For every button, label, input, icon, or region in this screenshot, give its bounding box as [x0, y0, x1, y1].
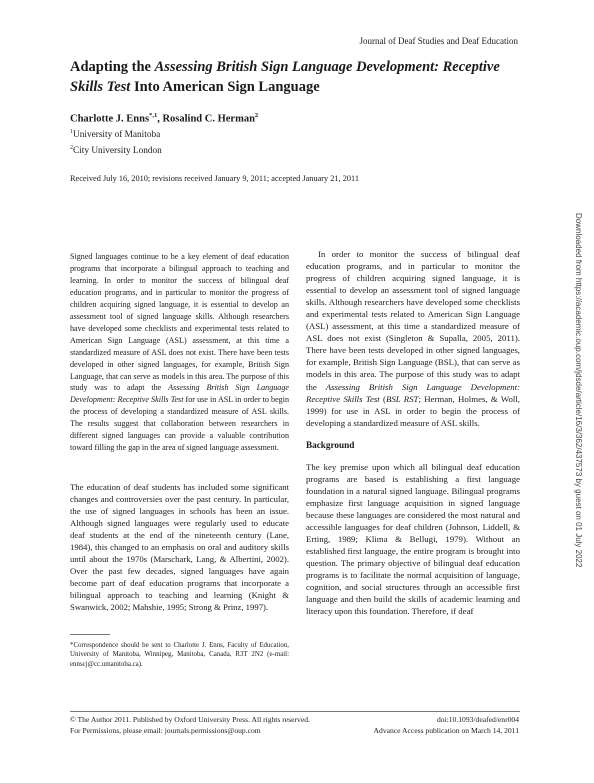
purpose-text-1: In order to monitor the success of bilingual deaf education programs, and in particular to monitor the progress of children acquiring signed language, it is essential to develop an assessment tool of signed language skills. Although researchers have developed some checklists and experimental tests related to American Sign Language (ASL) assessment, at this time a standardized measure of ASL does not exist (Singleton & Supalla, 2005, 2011). There have been tests developed in other signed languages, for example, British Sign Language (BSL), that can serve as models in this area. The purpose of this study was to adapt the [306, 249, 520, 392]
title-part-3: Into American Sign Language [130, 79, 320, 95]
affiliation-1-name: University of Manitoba [73, 130, 161, 141]
affiliation-2-name: City University London [73, 146, 162, 157]
purpose-abbrev: BSL RST [385, 393, 419, 404]
author-list [70, 112, 258, 125]
author-separator: , [157, 113, 163, 125]
abstract-text-1: Signed languages continue to be a key element of deaf education programs that incorporate a bilingual approach to teaching and learning. In order to monitor the success of bilingual deaf education programs, and in particular to monitor the progress of children acquiring signed language, it is essential to develop an assessment tool of signed language skills. Although researchers have developed some checklists and experimental tests related to American Sign Language (ASL) assessment, at this time a standardized measure of ASL does not exist. There have been tests developed in other signed languages, for example, British Sign Language, that can serve as models in this area. The purpose of this study was to adapt the [70, 252, 289, 393]
title-part-1: Adapting the [70, 59, 155, 75]
footer-left [70, 715, 310, 736]
right-column [306, 248, 520, 617]
affiliation-2 [70, 145, 162, 156]
footer-rule [70, 711, 520, 712]
purpose-paren: ( [379, 393, 386, 404]
journal-name: Journal of Deaf Studies and Deaf Education [359, 36, 518, 46]
affiliation-1-sup: 1 [70, 129, 73, 135]
copyright-line: © The Author 2011. Published by Oxford University Press. All rights reserved. [70, 715, 310, 724]
purpose-text-2: ; Herman, Holmes, & Woll, 1999) for use in ASL in order to begin the process of developing a standardized measure of ASL skills. [306, 393, 520, 428]
purpose-test-name: Assessing British Sign Language Development: Receptive Skills Test [306, 381, 520, 404]
permissions-line: For Permissions, please email: journals.permissions@oup.com [70, 725, 261, 735]
article-title [70, 57, 530, 97]
correspondence-footnote: *Correspondence should be sent to Charlotte J. Enns, Faculty of Education, University of Manitoba, Winnipeg, Manitoba, Canada, R3T 2N2 (e-mail: ennscj@cc.umanitoba.ca). [70, 642, 289, 668]
intro-paragraph: The education of deaf students has included some significant changes and controversies over the past century. In particular, the use of signed languages in schools has been an issue. Although signed languages were regularly used to educate deaf students at the end of the nineteenth century (Lane, 1984), this changed to an emphasis on oral and auditory skills until about the 1970s (Marschark, Lang, & Albertini, 2002). Over the past few decades, signed languages have again become part of deaf education programs that incorporate a bilingual approach to teaching and learning (Knight & Swanwick, 2002; Mahshie, 1995; Strong & Prinz, 1997). [70, 482, 289, 613]
doi-line: doi:10.1093/deafed/enr004 [436, 715, 519, 724]
affiliation-1 [70, 129, 160, 140]
advance-access-line: Advance Access publication on March 14, 2011 [373, 725, 519, 735]
purpose-paragraph [306, 248, 520, 429]
author-1: Charlotte J. Enns [70, 113, 150, 125]
footnote-rule [70, 634, 110, 635]
section-heading-background: Background [306, 439, 355, 450]
footer-right [374, 715, 519, 736]
author-1-sup: *,1 [149, 112, 158, 119]
abstract-test-name: Assessing British Sign Language Development: Receptive Skills Test [70, 383, 289, 405]
affiliation-2-sup: 2 [70, 145, 73, 151]
abstract-text-2: for use in ASL in order to begin the process of developing a standardized measure of ASL skills. The results suggest that collaboration between researchers in different signed languages can provide a valuable contribution toward filling the gap in the area of signed language assessment. [70, 395, 290, 453]
abstract [70, 251, 289, 454]
author-2: Rosalind C. Herman [162, 113, 255, 125]
received-dates: Received July 16, 2010; revisions received January 9, 2011; accepted January 21, 2011 [70, 174, 360, 183]
download-watermark: Downloaded from https://academic.oup.com/jdsde/article/16/3/362/437573 by guest on 01 July 2022 [574, 213, 583, 568]
background-paragraph: The key premise upon which all bilingual deaf education programs are based is establishing a first language foundation in a natural signed language. Bilingual programs emphasize first language acquisition in signed language because these languages are considered the most natural and accessible languages for deaf children (Johnson, Liddell, & Erting, 1989; Klima & Bellugi, 1979). Without an established first language, the entire program is brought into question. The primary objective of bilingual deaf education programs is to facilitate the normal acquisition of language, cognition, and social structures through an accessible first language and then build the skills of academic learning and literacy upon this foundation. Therefore, if deaf [306, 461, 520, 617]
title-part-italic: Assessing British Sign Language Development: Receptive Skills Test [70, 59, 500, 95]
author-2-sup: 2 [254, 112, 259, 119]
